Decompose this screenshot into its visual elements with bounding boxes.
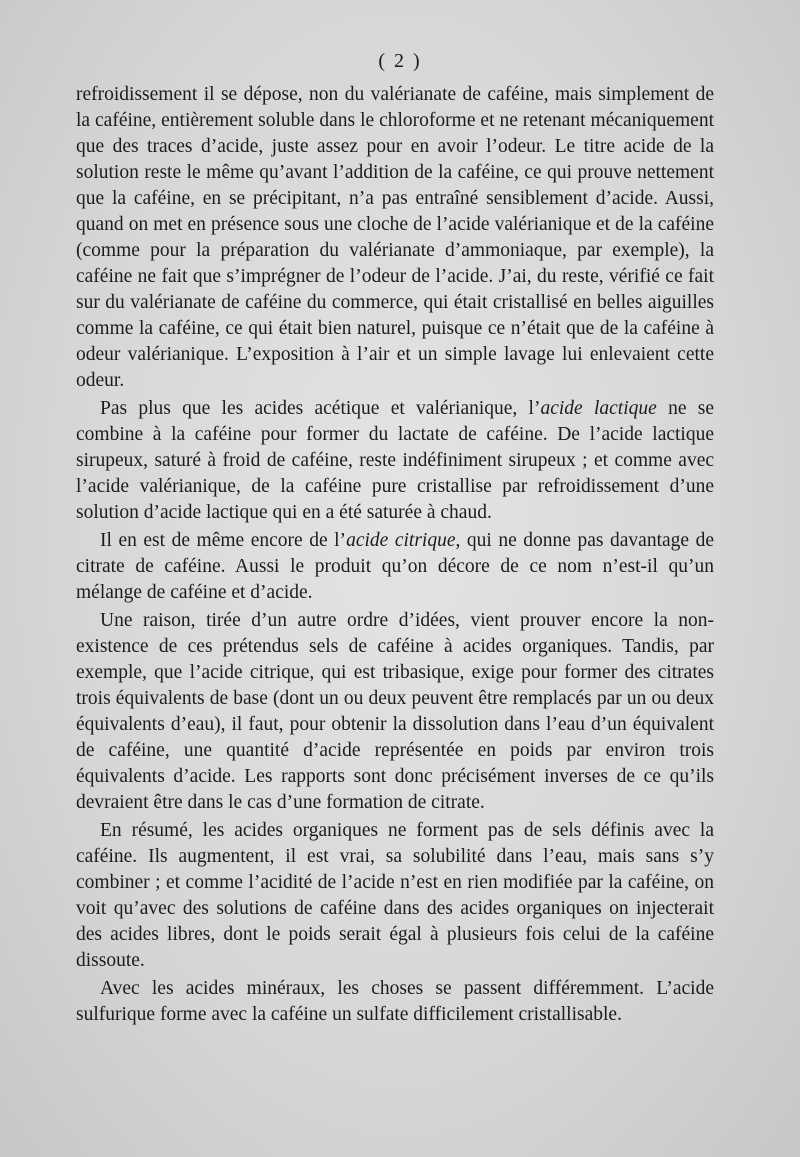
paragraph — [76, 976, 714, 1028]
body-text — [76, 82, 714, 1030]
text-run: Avec les acides minéraux, les choses se passent différemment. L’acide sulfurique forme avec la caféine un sulfate difficilement cristallisable. — [76, 978, 714, 1025]
paragraph — [76, 396, 714, 526]
paragraph — [76, 82, 714, 394]
paragraph — [76, 818, 714, 974]
text-run: En résumé, les acides organiques ne forment pas de sels définis avec la caféine. Ils augmentent, il est vrai, sa solubilité dans l’eau, mais sans s’y combiner ; et comme l’acidité de l’acide n’est en rien modifiée par la caféine, on voit qu’avec des solutions de caféine dans des acides organiques on injecterait des acides libres, dont le poids serait égal à plusieurs fois celui de la caféine dissoute. — [76, 820, 714, 971]
text-run: , qui ne donne pas davantage de citrate de caféine. Aussi le produit qu’on décore de ce nom n’est-il qu’un mélange de caféine et d’acide. — [76, 530, 714, 603]
text-run: Il en est de même encore de l’ — [100, 530, 347, 551]
text-run: refroidissement il se dépose, non du valérianate de caféine, mais simplement de la caféine, entièrement soluble dans le chloroforme et ne retenant mécaniquement que des traces d’acide, juste assez pour en avoir l’odeur. Le titre acide de la solution reste le même qu’avant l’addition de la caféine, ce qui prouve nettement que la caféine, en se précipitant, n’a pas entraîné sensiblement d’acide. Aussi, quand on met en présence sous une cloche de l’acide valérianique et de la caféine (comme pour la préparation du valérianate d’ammoniaque, par exemple), la caféine ne fait que s’imprégner de l’odeur de l’acide. J’ai, du reste, vérifié ce fait sur du valérianate de caféine du commerce, qui était cristallisé en belles aiguilles comme la caféine, ce qui était bien naturel, puisque ce n’était que de la caféine à odeur valérianique. L’exposition à l’air et un simple lavage lui enlevaient cette odeur. — [76, 84, 714, 391]
page-number: ( 2 ) — [378, 50, 422, 72]
paragraph — [76, 608, 714, 816]
text-run: Une raison, tirée d’un autre ordre d’idées, vient prouver encore la non-existence de ces prétendus sels de caféine à acides organiques. Tandis, par exemple, que l’acide citrique, qui est tribasique, exige pour former des citrates trois équivalents de base (dont un ou deux peuvent être remplacés par un ou deux équivalents d’eau), il faut, pour obtenir la dissolution dans l’eau d’un équivalent de caféine, une quantité d’acide représentée en poids par environ trois équivalents d’acide. Les rapports sont donc précisément inverses de ce qu’ils devraient être dans le cas d’une formation de citrate. — [76, 610, 714, 813]
italic-term: acide lactique — [540, 398, 657, 419]
italic-term: acide citrique — [346, 530, 456, 551]
text-run: ne se combine à la caféine pour former du lactate de caféine. De l’acide lactique sirupeux, saturé à froid de caféine, reste indéfiniment sirupeux ; et comme avec l’acide valérianique, de la caféine pure cristallise par refroidissement d’une solution d’acide lactique qui en a été saturée à chaud. — [76, 398, 714, 523]
paragraph — [76, 528, 714, 606]
text-run: Pas plus que les acides acétique et valérianique, l’ — [100, 398, 541, 419]
